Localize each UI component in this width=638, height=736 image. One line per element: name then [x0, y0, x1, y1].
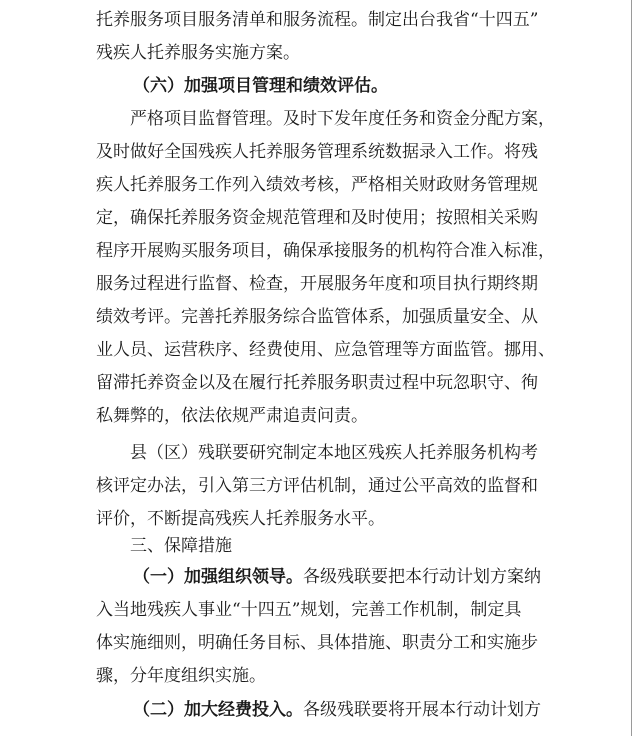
- lead-rest: 各级残联要将开展本行动计划方: [303, 700, 541, 720]
- text-line: 服务过程进行监督、检查，开展服务年度和项目执行期终期: [96, 274, 538, 294]
- text-line: 及时做好全国残疾人托养服务管理系统数据录入工作。将残: [96, 142, 538, 162]
- text-line: 残疾人托养服务实施方案。: [96, 43, 300, 63]
- text-line: 程序开展购买服务项目，确保承接服务的机构符合准入标准，: [96, 241, 555, 261]
- text-line: 体实施细则，明确任务目标、具体措施、职责分工和实施步: [96, 633, 538, 653]
- text-line: 绩效考评。完善托养服务综合监管体系，加强质量安全、从: [96, 307, 538, 327]
- text-line: 评价，不断提高残疾人托养服务水平。: [96, 509, 385, 529]
- text-line: 县（区）残联要研究制定本地区残疾人托养服务机构考: [130, 443, 538, 463]
- text-line: 定，确保托养服务资金规范管理和及时使用；按照相关采购: [96, 208, 538, 228]
- text-line: 私舞弊的，依法依规严肃追责问责。: [96, 406, 368, 426]
- text-line: 核评定办法，引入第三方评估机制，通过公平高效的监督和: [96, 476, 538, 496]
- text-line: 托养服务项目服务清单和服务流程。制定出台我省“十四五”: [96, 10, 539, 30]
- subsection-heading: （六）加强项目管理和绩效评估。: [133, 76, 388, 96]
- section-heading: 三、保障措施: [130, 536, 232, 556]
- text-line: 严格项目监督管理。及时下发年度任务和资金分配方案，: [130, 109, 555, 129]
- text-line: 留滞托养资金以及在履行托养服务职责过程中玩忽职守、徇: [96, 373, 538, 393]
- text-line: [0, 561, 638, 594]
- text-line: 疾人托养服务工作列入绩效考核，严格相关财政财务管理规: [96, 175, 538, 195]
- bold-lead: （二）加大经费投入。: [133, 700, 303, 720]
- bold-lead: （一）加强组织领导。: [133, 567, 303, 587]
- text-line: 入当地残疾人事业“十四五”规划，完善工作机制，制定具: [96, 600, 522, 620]
- text-line: 业人员、运营秩序、经费使用、应急管理等方面监管。挪用、: [96, 340, 555, 360]
- text-line: 骤，分年度组织实施。: [96, 666, 266, 686]
- lead-rest: 各级残联要把本行动计划方案纳: [303, 567, 541, 587]
- text-line: [0, 694, 638, 727]
